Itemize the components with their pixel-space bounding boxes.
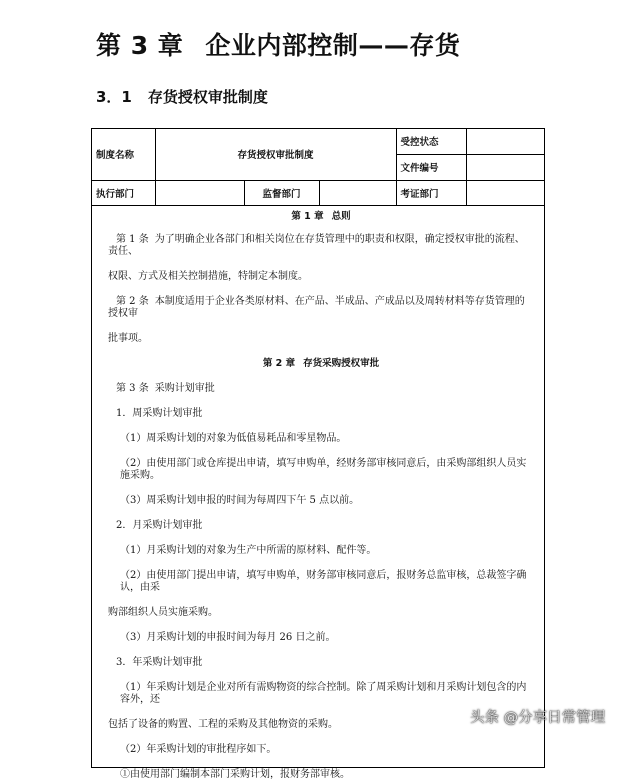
yearly-item1-line2: 包括了设备的购置、工程的采购及其他物资的采购。 bbox=[108, 718, 338, 730]
executing-dept-label: 执行部门 bbox=[92, 180, 155, 205]
chapter-title bbox=[96, 26, 460, 62]
executing-dept-value bbox=[155, 180, 244, 205]
weekly-heading: 1．周采购计划审批 bbox=[116, 407, 203, 419]
section-number: 3．1 bbox=[96, 88, 132, 106]
verification-dept-label: 考证部门 bbox=[396, 180, 466, 205]
file-number-label: 文件编号 bbox=[396, 154, 466, 180]
file-number-value bbox=[466, 154, 545, 180]
control-status-value bbox=[466, 129, 545, 154]
article3 bbox=[108, 383, 534, 395]
monthly-item3: （3）月采购计划的申报时间为每月 26 日之前。 bbox=[120, 631, 336, 643]
yearly-heading: 3．年采购计划审批 bbox=[116, 656, 203, 668]
article2-label: 第 2 条 bbox=[116, 295, 149, 307]
chapter-name: 企业内部控制——存货 bbox=[205, 31, 461, 60]
monthly-item2-line2: 购部组织人员实施采购。 bbox=[108, 606, 218, 618]
chapter-number: 第 3 章 bbox=[96, 31, 184, 60]
article3-label: 第 3 条 bbox=[116, 382, 149, 394]
article1-line2: 权限、方式及相关控制措施，特制定本制度。 bbox=[108, 270, 308, 282]
control-status-label: 受控状态 bbox=[396, 129, 466, 154]
document-box bbox=[91, 128, 545, 780]
yearly-step1: ①由使用部门编制本部门采购计划，报财务部审核。 bbox=[120, 768, 350, 780]
supervising-dept-label: 监督部门 bbox=[244, 180, 319, 205]
weekly-item1: （1）周采购计划的对象为低值易耗品和零星物品。 bbox=[120, 432, 347, 444]
article1-label: 第 1 条 bbox=[116, 233, 149, 245]
weekly-item2: （2）由使用部门或仓库提出申请，填写申购单，经财务部审核同意后，由采购部组织人员实施采购。 bbox=[120, 457, 527, 481]
system-name-label: 制度名称 bbox=[92, 129, 155, 180]
system-name-value: 存货授权审批制度 bbox=[155, 129, 396, 180]
section-title bbox=[96, 86, 268, 107]
weekly-item3: （3）周采购计划申报的时间为每周四下午 5 点以前。 bbox=[120, 494, 360, 506]
verification-dept-value bbox=[466, 180, 545, 205]
article2 bbox=[108, 296, 534, 320]
monthly-item2-line1: （2）由使用部门提出申请，填写申购单，财务部审核同意后，报财务总监审核，总裁签字确认，由采 bbox=[120, 569, 527, 593]
monthly-item1: （1）月采购计划的对象为生产中所需的原材料、配件等。 bbox=[120, 544, 377, 556]
article1 bbox=[108, 234, 534, 258]
article2-line1: 本制度适用于企业各类原材料、在产品、半成品、产成品以及周转材料等存货管理的授权审 bbox=[108, 295, 525, 319]
monthly-heading: 2．月采购计划审批 bbox=[116, 519, 203, 531]
yearly-item1-line1: （1）年采购计划是企业对所有需购物资的综合控制。除了周采购计划和月采购计划包含的内容外，还 bbox=[120, 681, 527, 705]
article2-line2: 批事项。 bbox=[108, 332, 148, 344]
article3-text: 采购计划审批 bbox=[154, 382, 215, 394]
yearly-item2: （2）年采购计划的审批程序如下。 bbox=[120, 743, 277, 755]
watermark: 头条 @分享日常管理 bbox=[470, 710, 606, 726]
header-table bbox=[92, 129, 545, 206]
chapter1-heading: 第 1 章 总则 bbox=[291, 210, 351, 222]
chapter2-heading: 第 2 章 存货采购授权审批 bbox=[262, 357, 380, 369]
supervising-dept-value bbox=[319, 180, 396, 205]
document-body bbox=[92, 211, 544, 781]
article1-line1: 为了明确企业各部门和相关岗位在存货管理中的职责和权限，确定授权审批的流程、责任、 bbox=[108, 233, 525, 257]
section-name: 存货授权审批制度 bbox=[147, 88, 268, 106]
